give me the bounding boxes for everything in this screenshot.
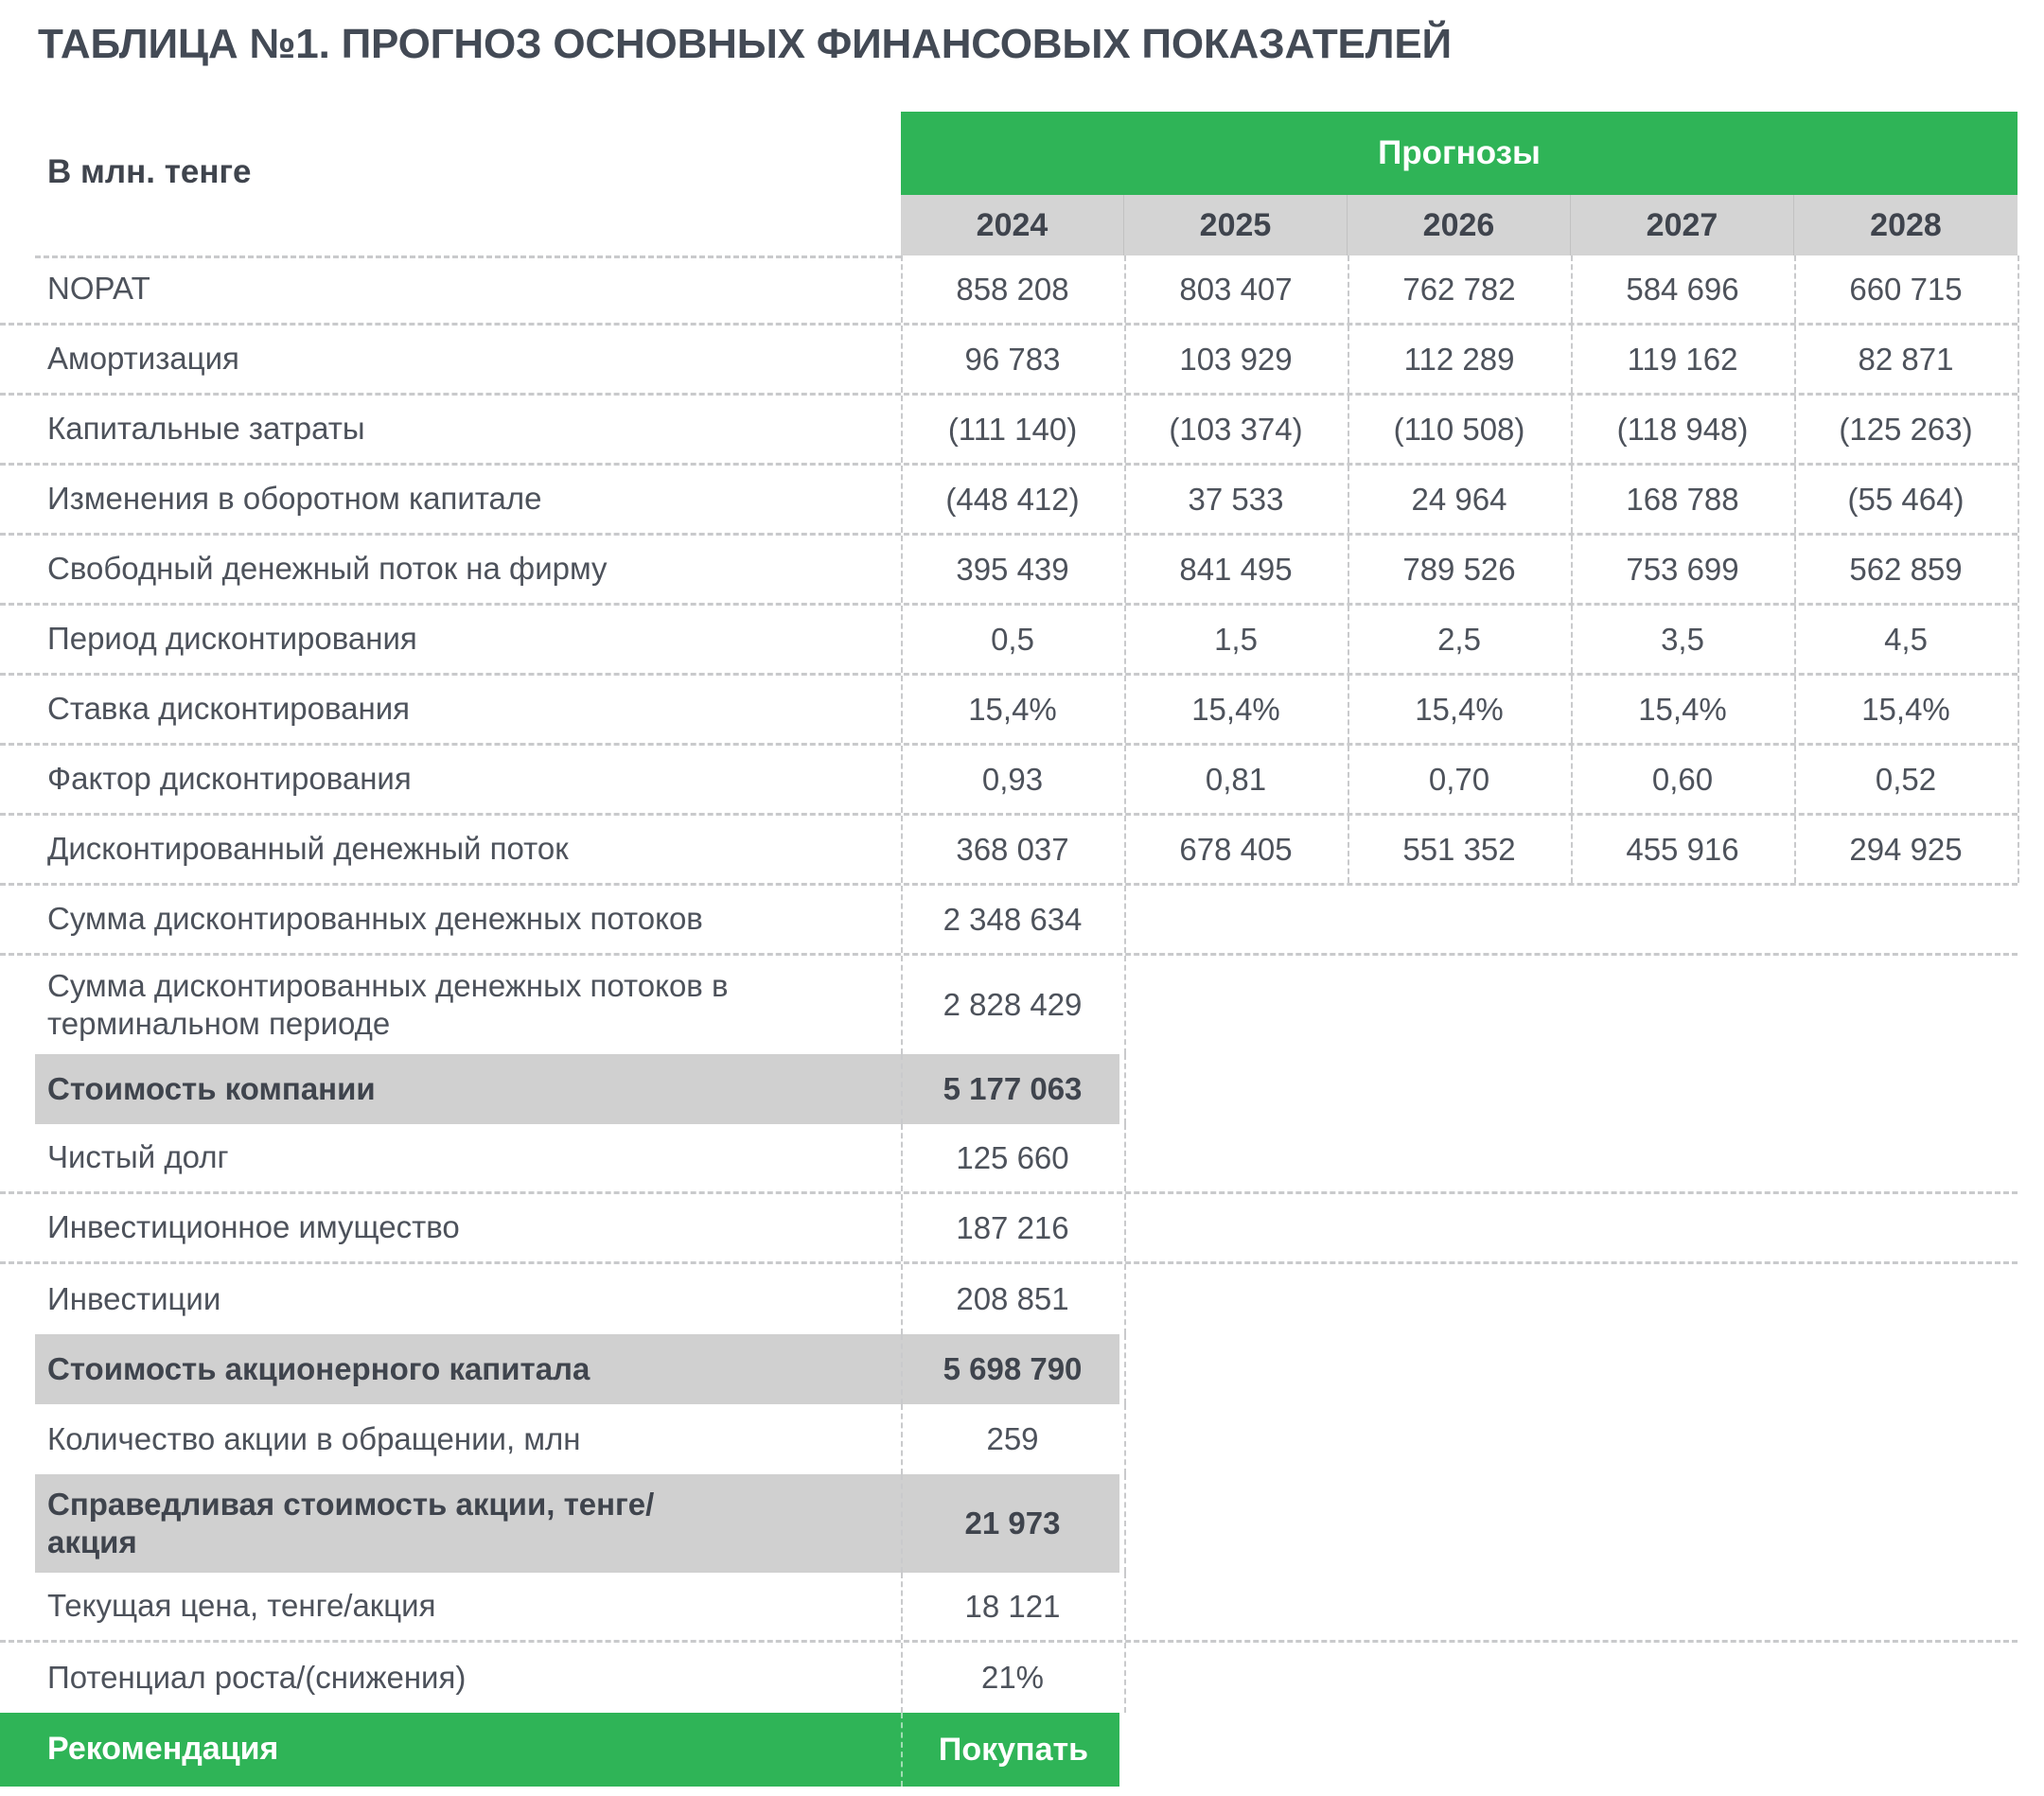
row-label-current-price: Текущая цена, тенге/акция	[47, 1588, 436, 1624]
cell-fcff-2027: 753 699	[1626, 551, 1739, 587]
column-divider	[2018, 396, 2019, 463]
row-label-discount-factor: Фактор дисконтирования	[47, 761, 412, 797]
year-header-spacer	[0, 195, 901, 255]
units-label: В млн. тенге	[47, 153, 252, 190]
table-row	[0, 1194, 2018, 1264]
table-row	[0, 466, 2018, 536]
cell-discount-rate-2024: 15,4%	[968, 691, 1057, 727]
table-row	[0, 255, 2018, 326]
cell-capex-2024: (111 140)	[947, 411, 1078, 447]
column-divider	[2018, 536, 2019, 603]
cell-working-capital-2027: 168 788	[1626, 481, 1739, 517]
cell-fcff-2025: 841 495	[1179, 551, 1293, 587]
table-row	[0, 606, 2018, 676]
row-label-discount-rate: Ставка дисконтирования	[47, 691, 411, 727]
cell-nopat-2025: 803 407	[1179, 271, 1293, 307]
cell-dcf-2028: 294 925	[1849, 831, 1963, 867]
cell-fcff-2024: 395 439	[956, 551, 1069, 587]
table-row	[0, 536, 2018, 606]
cell-fcff-2028: 562 859	[1849, 551, 1963, 587]
table-row-recommendation	[0, 1713, 2018, 1787]
cell-discount-rate-2028: 15,4%	[1861, 691, 1950, 727]
cell-nopat-2024: 858 208	[956, 271, 1069, 307]
group-header-spacer	[0, 112, 901, 195]
cell-amortization-2026: 112 289	[1403, 341, 1515, 377]
cell-discount-period-2025: 1,5	[1214, 621, 1258, 657]
column-divider	[1124, 1334, 1126, 1404]
fair-value-label-line1: Справедливая стоимость акции, тенге/	[47, 1486, 655, 1522]
column-divider	[2018, 326, 2019, 393]
row-label-shares-outstanding: Количество акции в обращении, млн	[47, 1420, 581, 1456]
column-header-2026: 2026	[1348, 195, 1571, 255]
cell-dcf-2027: 455 916	[1626, 831, 1739, 867]
row-label-amortization: Амортизация	[47, 341, 239, 377]
cell-enterprise-value: 5 177 063	[943, 1071, 1083, 1106]
row-label-fair-value-per-share	[0, 1474, 901, 1573]
table-row	[0, 1124, 2018, 1194]
table-row-highlight	[0, 1334, 2018, 1404]
row-label-net-debt: Чистый долг	[47, 1139, 229, 1175]
cell-shares-outstanding: 259	[986, 1421, 1039, 1456]
column-divider	[1124, 1194, 1126, 1261]
row-label-investments: Инвестиции	[47, 1280, 221, 1316]
cell-working-capital-2025: 37 533	[1188, 481, 1284, 517]
row-label-working-capital-changes: Изменения в оборотном капитале	[47, 481, 542, 517]
table-row	[0, 956, 2018, 1054]
cell-capex-2028: (125 263)	[1839, 411, 1973, 447]
table-year-header-row	[0, 195, 2018, 255]
table-row	[0, 1264, 2018, 1334]
cell-discount-factor-2028: 0,52	[1875, 761, 1937, 797]
cell-discount-factor-2024: 0,93	[981, 761, 1044, 797]
cell-discount-factor-2026: 0,70	[1428, 761, 1490, 797]
cell-upside-potential: 21%	[980, 1660, 1045, 1695]
cell-discount-period-2028: 4,5	[1884, 621, 1928, 657]
row-label-capex: Капитальные затраты	[47, 411, 365, 447]
table-row	[0, 1573, 2018, 1643]
cell-discount-rate-2025: 15,4%	[1191, 691, 1280, 727]
fair-value-label-line2: акция	[47, 1524, 137, 1559]
table-row-highlight	[0, 1474, 2018, 1573]
cell-dcf-2026: 551 352	[1402, 831, 1516, 867]
cell-investment-property: 187 216	[956, 1209, 1069, 1245]
forecast-table	[0, 112, 2018, 1787]
column-divider	[2018, 255, 2019, 323]
row-label-sum-terminal-period: Сумма дисконтированных денежных потоков в терминальном периоде	[47, 967, 729, 1041]
cell-dcf-2024: 368 037	[956, 831, 1069, 867]
column-divider	[2018, 676, 2019, 743]
row-label-recommendation: Рекомендация	[47, 1731, 279, 1768]
column-divider	[2018, 606, 2019, 673]
fair-value-label-line	[47, 1486, 654, 1562]
table-row	[0, 816, 2018, 886]
cell-discount-period-2027: 3,5	[1661, 621, 1704, 657]
column-divider	[1124, 1474, 1126, 1573]
column-divider	[2018, 466, 2019, 533]
column-divider	[2018, 816, 2019, 883]
row-label-sum-discounted-cash-flows: Сумма дисконтированных денежных потоков	[47, 901, 703, 937]
column-divider	[2018, 746, 2019, 813]
cell-amortization-2024: 96 783	[964, 341, 1061, 377]
row-label-equity-value: Стоимость акционерного капитала	[47, 1350, 590, 1386]
group-header-forecasts: Прогнозы	[901, 112, 2018, 195]
column-divider	[1124, 956, 1126, 1054]
cell-capex-2026: (110 508)	[1393, 411, 1525, 447]
cell-equity-value: 5 698 790	[943, 1351, 1083, 1386]
cell-discount-rate-2027: 15,4%	[1638, 691, 1727, 727]
column-header-2027: 2027	[1571, 195, 1794, 255]
cell-working-capital-2026: 24 964	[1411, 481, 1507, 517]
table-row	[0, 1643, 2018, 1713]
column-divider	[1124, 1054, 1126, 1124]
column-divider	[1124, 1643, 1126, 1713]
cell-nopat-2026: 762 782	[1402, 271, 1516, 307]
cell-discount-factor-2027: 0,60	[1651, 761, 1714, 797]
table-row	[0, 886, 2018, 956]
cell-discount-period-2024: 0,5	[991, 621, 1034, 657]
page-title: ТАБЛИЦА №1. ПРОГНОЗ ОСНОВНЫХ ФИНАНСОВЫХ ПОКАЗАТЕЛЕЙ	[38, 21, 1452, 67]
row-label-nopat: NOPAT	[47, 271, 150, 307]
column-divider	[1124, 886, 1126, 953]
cell-amortization-2028: 82 871	[1858, 341, 1954, 377]
table-group-header-row	[0, 112, 2018, 195]
table-row-highlight	[0, 1054, 2018, 1124]
cell-amortization-2025: 103 929	[1179, 341, 1293, 377]
row-label-investment-property: Инвестиционное имущество	[47, 1209, 460, 1245]
cell-dcf-2025: 678 405	[1179, 831, 1293, 867]
cell-net-debt: 125 660	[956, 1139, 1069, 1175]
cell-nopat-2028: 660 715	[1849, 271, 1963, 307]
column-header-2028: 2028	[1794, 195, 2018, 255]
table-row	[0, 396, 2018, 466]
column-divider	[1124, 1264, 1126, 1334]
row-label-enterprise-value: Стоимость компании	[47, 1070, 376, 1106]
column-header-2024: 2024	[901, 195, 1124, 255]
cell-current-price: 18 121	[964, 1588, 1061, 1624]
cell-amortization-2027: 119 162	[1627, 341, 1738, 377]
cell-discount-rate-2026: 15,4%	[1415, 691, 1504, 727]
table-row	[0, 746, 2018, 816]
column-header-2025: 2025	[1124, 195, 1348, 255]
cell-fair-value-per-share: 21 973	[964, 1505, 1061, 1541]
table-row	[0, 1404, 2018, 1474]
cell-nopat-2027: 584 696	[1626, 271, 1739, 307]
column-divider	[1124, 1124, 1126, 1191]
cell-capex-2025: (103 374)	[1169, 411, 1303, 447]
table-row	[0, 326, 2018, 396]
column-divider	[1124, 1404, 1126, 1474]
cell-working-capital-2028: (55 464)	[1847, 481, 1965, 517]
cell-capex-2027: (118 948)	[1616, 411, 1749, 447]
cell-investments: 208 851	[956, 1281, 1069, 1316]
cell-discount-period-2026: 2,5	[1437, 621, 1481, 657]
row-label-upside-potential: Потенциал роста/(снижения)	[47, 1659, 467, 1695]
column-divider	[1124, 1573, 1126, 1640]
cell-sum-terminal-period: 2 828 429	[943, 987, 1083, 1022]
cell-working-capital-2024: (448 412)	[945, 481, 1080, 517]
row-label-fcff: Свободный денежный поток на фирму	[47, 551, 608, 587]
cell-fcff-2026: 789 526	[1402, 551, 1516, 587]
row-label-discounted-cash-flow: Дисконтированный денежный поток	[47, 831, 569, 867]
cell-sum-discounted-cash-flows: 2 348 634	[943, 901, 1083, 937]
row-label-discount-period: Период дисконтирования	[47, 621, 417, 657]
cell-discount-factor-2025: 0,81	[1205, 761, 1267, 797]
table-row	[0, 676, 2018, 746]
cell-recommendation-value: Покупать	[901, 1713, 1124, 1787]
